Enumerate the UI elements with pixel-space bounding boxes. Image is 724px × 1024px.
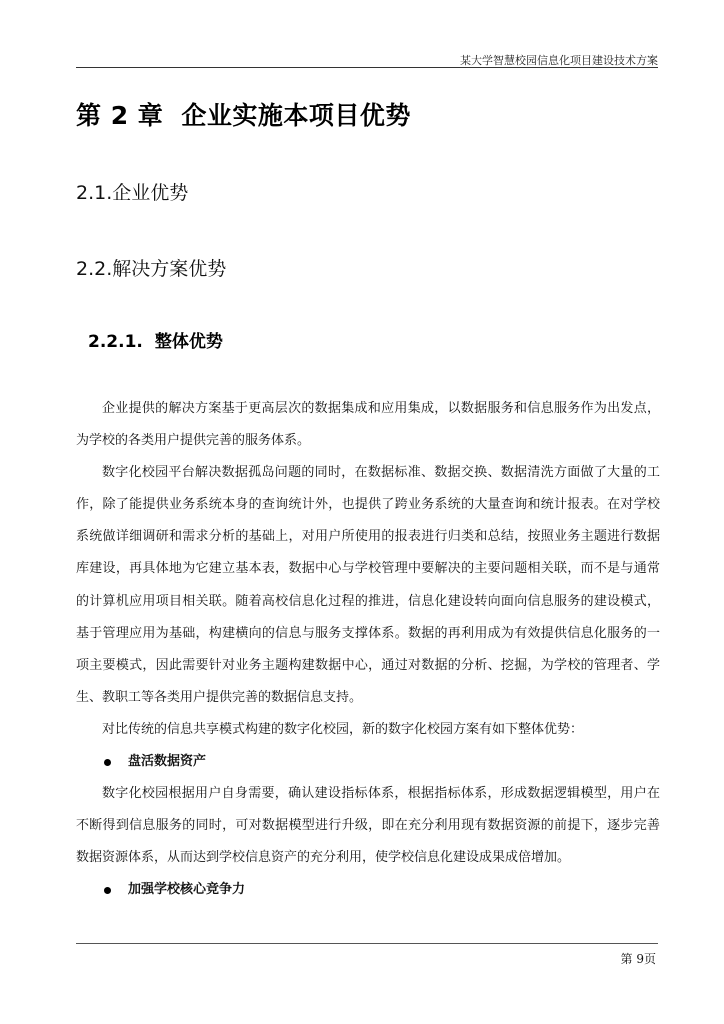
bullet-dot-icon — [104, 887, 111, 894]
chapter-number: 第 2 章 — [76, 101, 164, 130]
paragraph: 企业提供的解决方案基于更高层次的数据集成和应用集成，以数据服务和信息服务作为出发点，为学校的各类用户提供完善的服务体系。 — [76, 401, 660, 449]
paragraph: 数字化校园平台解决数据孤岛问题的同时，在数据标准、数据交换、数据清洗方面做了大量的工作，除了能提供业务系统本身的查询统计外，也提供了跨业务系统的大量查询和统计报表。在对学校系统做详细调研和需求分析的基础上，对用户所使用的报表进行归类和总结，按照业务主题进行数据库建设，再具体地为它建立基本表，数据中心与学校管理中要解决的主要问题相关联，而不是与通常的计算机应用项目相关联。随着高校信息化过程的推进，信息化建设转向面向信息服务的建设模式，基于管理应用为基础，构建横向的信息与服务支撑体系。数据的再利用成为有效提供信息化服务的一项主要模式，因此需要针对业务主题构建数据中心，通过对数据的分析、挖掘，为学校的管理者、学生、教职工等各类用户提供完善的数据信息支持。 — [76, 465, 660, 705]
subsection-number: 2.2.1. — [88, 332, 143, 352]
subsection-title: 整体优势 — [154, 332, 223, 352]
bullet-dot-icon — [104, 759, 111, 766]
subsection-heading — [88, 327, 223, 352]
bullet-label: 加强学校核心竞争力 — [128, 882, 246, 898]
page-number: 第 9页 — [620, 952, 656, 966]
chapter-title — [76, 96, 411, 132]
paragraph: 对比传统的信息共享模式构建的数字化校园，新的数字化校园方案有如下整体优势： — [102, 721, 584, 737]
running-header: 某大学智慧校园信息化项目建设技术方案 — [460, 54, 658, 67]
bullet-label: 盘活数据资产 — [128, 754, 207, 770]
section-heading-2-1: 2.1.企业优势 — [76, 182, 189, 204]
section-heading-2-2: 2.2.解决方案优势 — [76, 258, 227, 280]
header-rule — [76, 67, 658, 68]
chapter-name: 企业实施本项目优势 — [181, 101, 411, 130]
footer-rule — [76, 943, 658, 944]
bullet-item — [76, 874, 660, 906]
paragraph: 数字化校园根据用户自身需要，确认建设指标体系，根据指标体系，形成数据逻辑模型，用户在不断得到信息服务的同时，可对数据模型进行升级，即在充分利用现有数据资源的前提下，逐步完善数据资源体系，从而达到学校信息资产的充分利用，使学校信息化建设成果成倍增加。 — [76, 786, 660, 866]
bullet-item — [76, 746, 660, 778]
body-text — [76, 393, 660, 907]
